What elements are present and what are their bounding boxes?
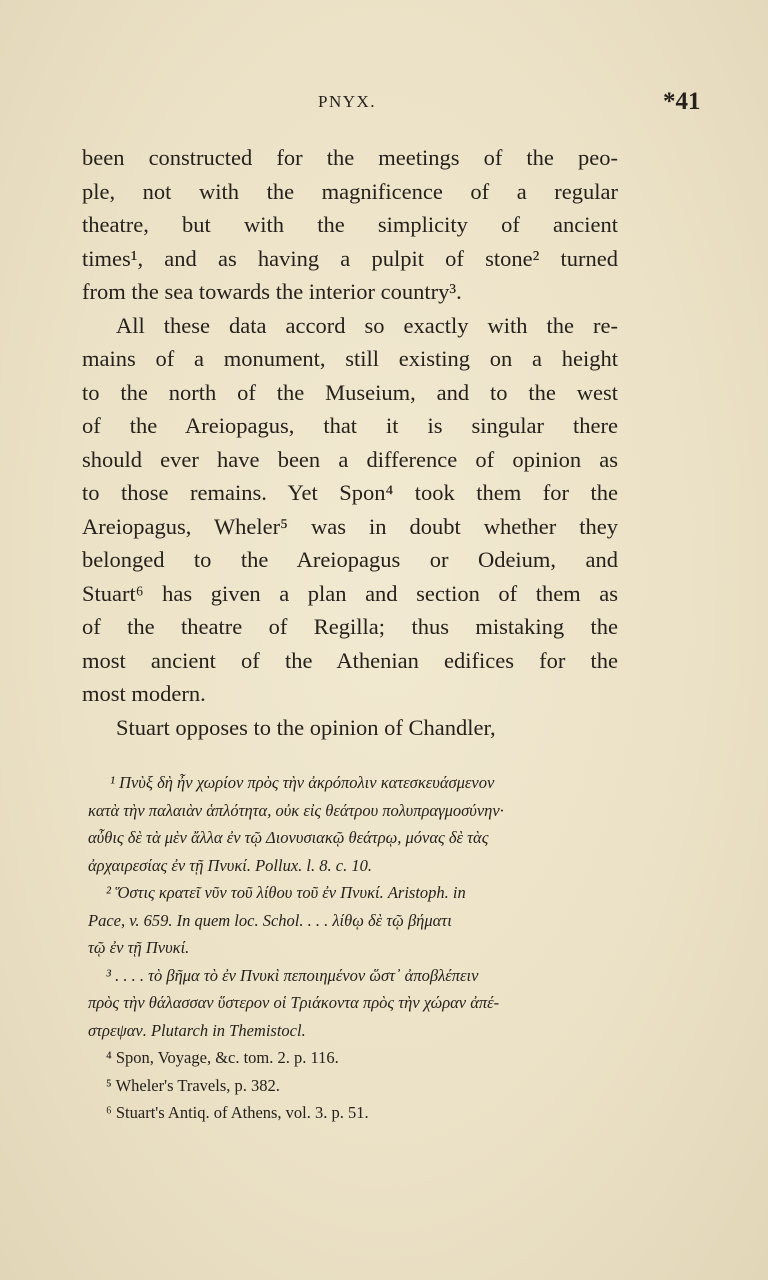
footnote-line: αὖθις δὲ τὰ μὲν ἄλλα ἐν τῷ Διονυσιακῷ θεάτρῳ, μόνας δὲ τὰς	[88, 828, 489, 847]
body-line: to those remains. Yet Spon⁴ took them for the	[82, 480, 618, 505]
body-line: of the Areiopagus, that it is singular there	[82, 413, 618, 438]
footnotes	[88, 769, 626, 1127]
footnote-line: στρεψαν. Plutarch in Themistocl.	[88, 1020, 306, 1040]
body-line: should ever have been a difference of opinion as	[82, 446, 618, 472]
running-head	[0, 88, 768, 122]
body-line: belonged to the Areiopagus or Odeium, and	[82, 547, 618, 572]
body-line: most modern.	[82, 681, 206, 706]
body-line: theatre, but with the simplicity of ancient	[82, 212, 618, 237]
body-line: most ancient of the Athenian edifices for the	[82, 647, 618, 673]
body-line: Areiopagus, Wheler⁵ was in doubt whether they	[82, 513, 618, 539]
body-text	[82, 141, 618, 744]
footnote-line: ² Ὅστις κρατεῖ νῦν τοῦ λίθου τοῦ ἐν Πνυκί. Aristoph. in	[106, 883, 466, 902]
footnote-line: τῷ ἐν τῇ Πνυκί.	[88, 938, 190, 957]
body-line: All these data accord so exactly with the re-	[116, 312, 618, 338]
footnote-line: ¹ Πνὺξ δὴ ἦν χωρίον πρὸς τὴν ἀκρόπολιν κατεσκευάσμενον	[110, 773, 495, 792]
footnote-line: κατὰ τὴν παλαιὰν ἁπλότητα, οὐκ εἰς θεάτρου πολυπραγμοσύνην·	[88, 800, 504, 820]
footnote-line: ⁴ Spon, Voyage, &c. tom. 2. p. 116.	[106, 1048, 339, 1067]
body-line: from the sea towards the interior country³.	[82, 279, 462, 304]
footnote-line: ⁶ Stuart's Antiq. of Athens, vol. 3. p. 51.	[106, 1103, 369, 1122]
page-title: PNYX.	[318, 92, 377, 111]
body-line: of the theatre of Regilla; thus mistaking the	[82, 614, 618, 639]
body-line: ple, not with the magnificence of a regular	[82, 178, 618, 204]
footnote-line: πρὸς τὴν θάλασσαν ὕστερον οἱ Τριάκοντα πρὸς τὴν χώραν ἀπέ-	[88, 993, 500, 1012]
body-line: Stuart⁶ has given a plan and section of them as	[82, 580, 618, 606]
body-line: times¹, and as having a pulpit of stone² turned	[82, 245, 618, 271]
body-line: to the north of the Museium, and to the west	[82, 379, 618, 405]
body-line: been constructed for the meetings of the peo-	[82, 145, 618, 170]
footnote-line: Pace, v. 659. In quem loc. Schol. . . . λίθῳ δὲ τῷ βήματι	[88, 910, 452, 930]
body-line: mains of a monument, still existing on a height	[82, 346, 618, 371]
body-line: Stuart opposes to the opinion of Chandler,	[116, 714, 496, 740]
page-number: *41	[663, 88, 701, 115]
footnote-line: ³ . . . . τὸ βῆμα τὸ ἐν Πνυκὶ πεποιημένον ὥστ᾽ ἀποβλέπειν	[106, 965, 479, 985]
footnote-line: ⁵ Wheler's Travels, p. 382.	[106, 1075, 280, 1095]
footnote-line: ἀρχαιρεσίας ἐν τῇ Πνυκί. Pollux. l. 8. c. 10.	[88, 855, 372, 875]
